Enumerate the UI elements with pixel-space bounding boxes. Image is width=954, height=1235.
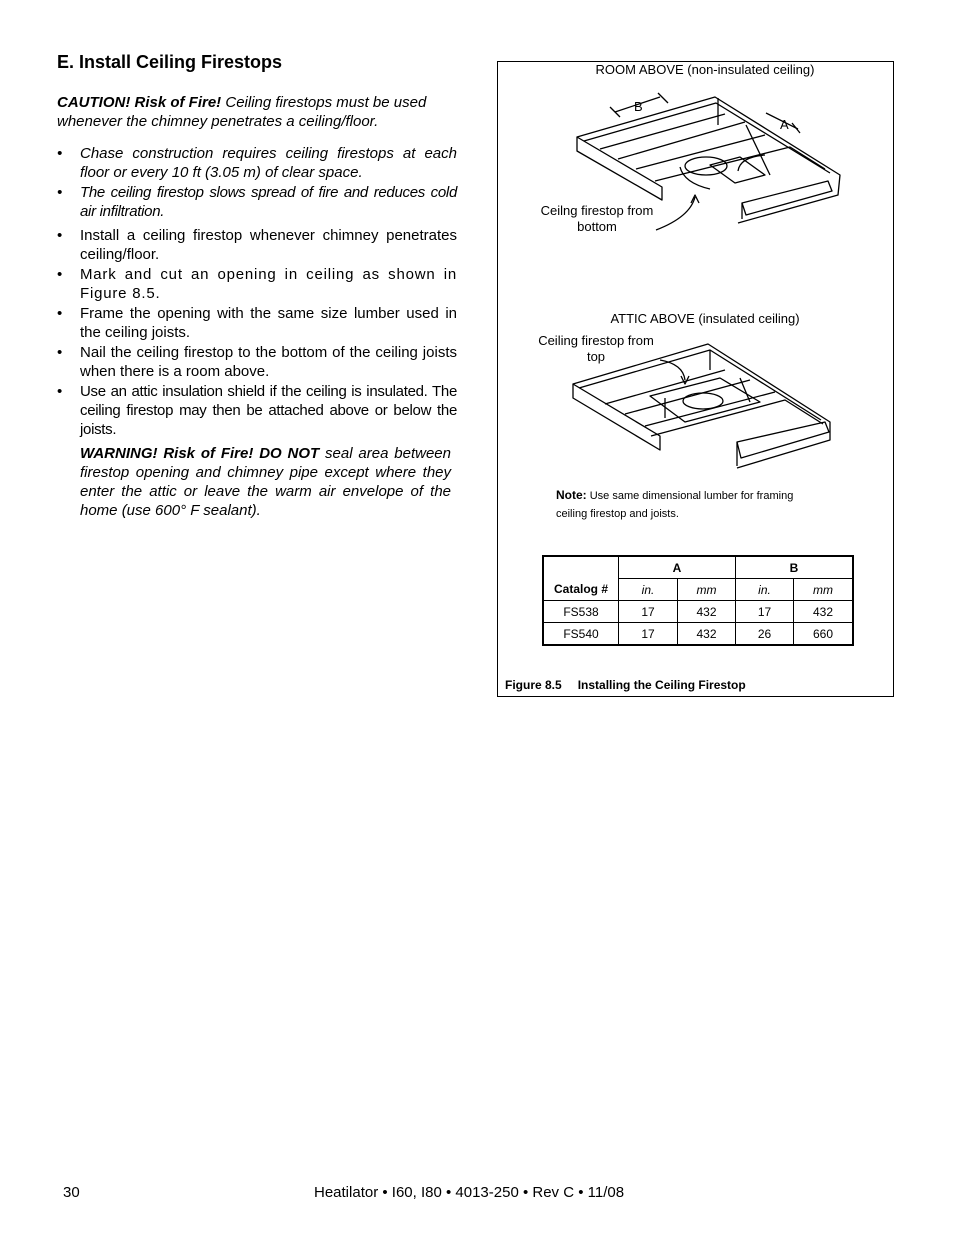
room-above-label: ROOM ABOVE (non-insulated ceiling)	[595, 62, 815, 77]
caution-text: Ceiling firestops must be used whenever the chimney penetrates a ceiling/floor.	[57, 94, 427, 130]
unit-header: mm	[794, 579, 854, 601]
section-title: E. Install Ceiling Firestops	[57, 52, 283, 72]
firestop-top-label: Ceiling firestop from top	[538, 333, 654, 364]
list-item: • Install a ceiling firestop whenever chimney penetrates ceiling/floor.	[57, 227, 457, 263]
warning-text: seal area between firestop opening and chimney pipe except where they enter the attic or leave the warm air envelope of the home (use 600° F sealant).	[80, 445, 451, 519]
firestop-bottom-label: Ceilng firestop from bottom	[540, 203, 654, 234]
figure-note: Note: Use same dimensional lumber for framing ceiling firestop and joists.	[556, 488, 794, 520]
group-b-header: B	[736, 556, 854, 579]
table-row: FS540 17 432 26 660	[543, 623, 853, 646]
unit-header: in.	[736, 579, 794, 601]
firestop-dimension-table	[542, 555, 854, 646]
italic-bullet-list	[57, 144, 457, 222]
table-row: FS538 17 432 17 432	[543, 601, 853, 623]
catalog-header: Catalog #	[543, 556, 619, 601]
list-item: • Nail the ceiling firestop to the bottom of the ceiling joists when there is a room above.	[57, 344, 457, 380]
caution-lead: CAUTION! Risk of Fire!	[57, 94, 222, 111]
caution-paragraph	[57, 93, 442, 131]
figure-caption: Figure 8.5 Installing the Ceiling Firestop	[505, 678, 746, 692]
page-number: 30	[63, 1184, 80, 1201]
warning-paragraph	[80, 444, 451, 520]
list-item: • The ceiling firestop slows spread of fire and reduces cold air infiltration.	[57, 184, 457, 220]
unit-header: in.	[619, 579, 678, 601]
document-footer: Heatilator • I60, I80 • 4013-250 • Rev C • 11/08	[314, 1184, 625, 1201]
list-item: • Use an attic insulation shield if the ceiling is insulated. The ceiling firestop may then be attached above or below the joists.	[57, 383, 457, 438]
attic-above-diagram	[565, 340, 845, 475]
group-a-header: A	[619, 556, 736, 579]
list-item: • Mark and cut an opening in ceiling as shown in Figure 8.5.	[57, 266, 457, 302]
unit-header: mm	[678, 579, 736, 601]
note-lead: Note:	[556, 488, 587, 502]
list-item: • Chase construction requires ceiling firestops at each floor or every 10 ft (3.05 m) of clear space.	[57, 145, 457, 181]
attic-above-label: ATTIC ABOVE (insulated ceiling)	[610, 311, 800, 326]
dimension-a-label: A	[780, 117, 789, 132]
list-item: • Frame the opening with the same size lumber used in the ceiling joists.	[57, 305, 457, 341]
dimension-b-label: B	[634, 99, 643, 114]
warning-lead: WARNING! Risk of Fire! DO NOT	[80, 445, 320, 462]
instruction-bullet-list	[57, 226, 457, 440]
